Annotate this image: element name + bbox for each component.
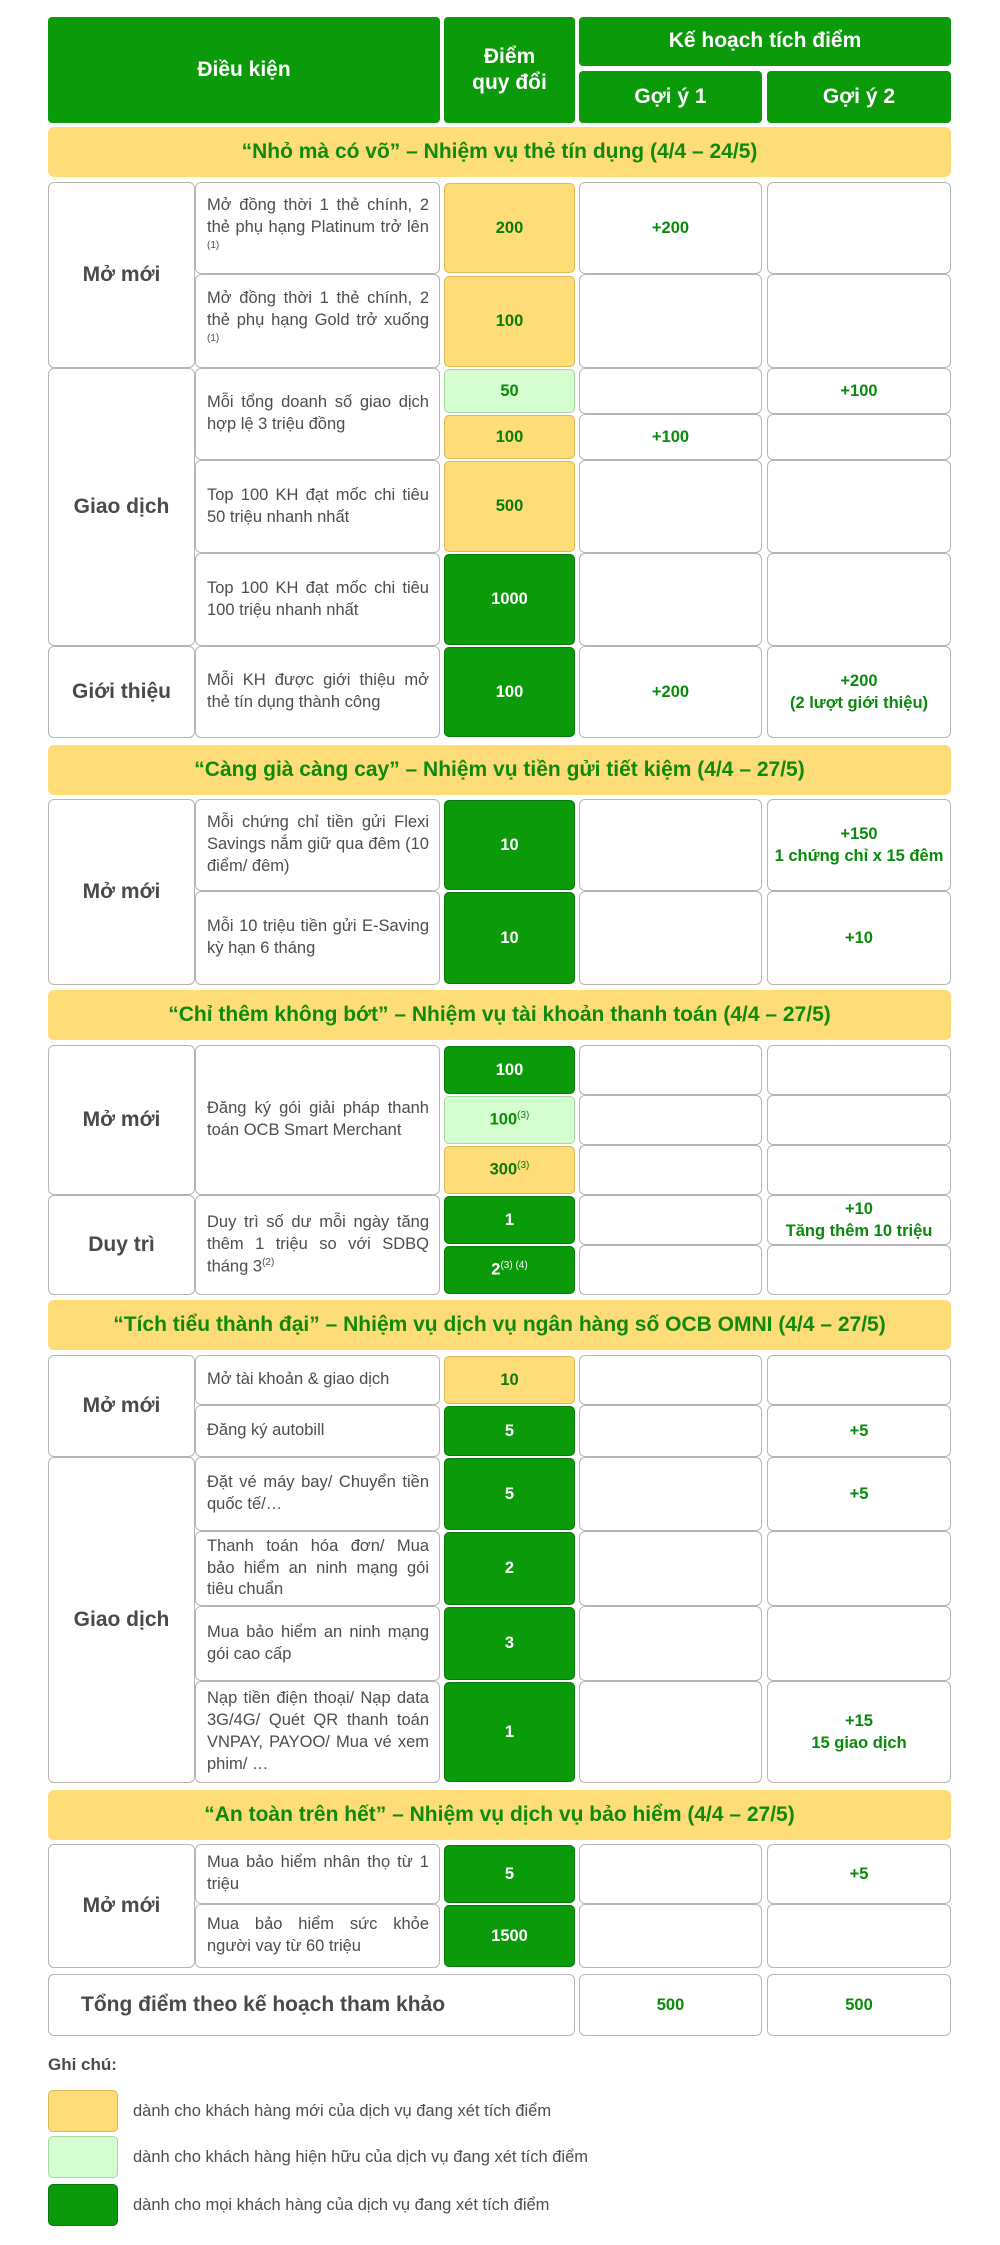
section-banner-payment-account: “Chỉ thêm không bớt” – Nhiệm vụ tài khoản thanh toán (4/4 – 27/5) (48, 990, 951, 1040)
suggestion-1-cell (579, 1606, 762, 1681)
condition-description: Thanh toán hóa đơn/ Mua bảo hiểm an ninh mạng gói tiêu chuẩn (195, 1531, 440, 1606)
footnote-ref: (1) (207, 239, 220, 251)
notes-title: Ghi chú: (48, 2055, 117, 2074)
points-cell: 1000 (444, 554, 575, 645)
group-label: Mở mới (48, 1844, 195, 1968)
suggestion-1-cell: +100 (579, 414, 762, 460)
suggestion-2-cell (767, 1095, 951, 1145)
condition-description: Top 100 KH đạt mốc chi tiêu 100 triệu nhanh nhất (195, 553, 440, 646)
suggestion-2-cell (767, 1355, 951, 1405)
condition-description: Nạp tiền điện thoại/ Nạp data 3G/4G/ Quét QR thanh toán VNPAY, PAYOO/ Mua vé xem phim/ … (195, 1681, 440, 1783)
suggestion-2-cell: +5 (767, 1844, 951, 1904)
legend-text: dành cho khách hàng hiện hữu của dịch vụ đang xét tích điểm (133, 2147, 589, 2166)
legend-swatch-new (48, 2090, 118, 2132)
group-label: Mở mới (48, 1045, 195, 1195)
points-cell: 500 (444, 461, 575, 552)
suggestion-2-cell: +200 (2 lượt giới thiệu) (767, 646, 951, 738)
group-label: Giao dịch (48, 1457, 195, 1783)
footnote-ref: (2) (262, 1256, 275, 1268)
suggestion-1-cell (579, 1457, 762, 1531)
suggestion-2-cell (767, 1904, 951, 1968)
points-cell: 100 (444, 1046, 575, 1094)
points-cell: 3 (444, 1607, 575, 1680)
suggestion-1-cell (579, 1531, 762, 1606)
suggestion-1-cell (579, 1245, 762, 1295)
condition-description: Mua bảo hiểm nhân thọ từ 1 triệu (195, 1844, 440, 1904)
suggestion-1-cell (579, 460, 762, 553)
total-label: Tổng điểm theo kế hoạch tham khảo (48, 1974, 575, 2036)
header-condition: Điều kiện (48, 17, 440, 123)
section-banner-credit-card: “Nhỏ mà có võ” – Nhiệm vụ thẻ tín dụng (4/4 – 24/5) (48, 127, 951, 177)
suggestion-1-cell (579, 1904, 762, 1968)
suggestion-1-cell (579, 368, 762, 414)
points-cell: 5 (444, 1458, 575, 1530)
condition-description: Duy trì số dư mỗi ngày tăng thêm 1 triệu so với SDBQ tháng 3$^{(2)}$ (195, 1195, 440, 1295)
suggestion-1-cell: +200 (579, 646, 762, 738)
points-cell: 100 (444, 415, 575, 459)
condition-description: Mua bảo hiểm an ninh mạng gói cao cấp (195, 1606, 440, 1681)
points-cell: 100 (444, 647, 575, 737)
suggestion-2-cell: +5 (767, 1405, 951, 1457)
condition-description: Mỗi 10 triệu tiền gửi E-Saving kỳ hạn 6 tháng (195, 891, 440, 985)
legend-swatch-all (48, 2184, 118, 2226)
header-points: Điểm quy đổi (444, 17, 575, 123)
points-cell: 200 (444, 183, 575, 273)
suggestion-2-cell (767, 414, 951, 460)
header-suggestion-1: Gợi ý 1 (579, 71, 762, 123)
header-plan: Kế hoạch tích điểm (579, 17, 951, 66)
condition-description: Mỗi KH được giới thiệu mở thẻ tín dụng thành công (195, 646, 440, 738)
suggestion-1-cell (579, 1095, 762, 1145)
points-cell: 2 (444, 1532, 575, 1605)
suggestion-2-cell (767, 1531, 951, 1606)
group-label: Mở mới (48, 1355, 195, 1457)
points-cell: 1 (444, 1196, 575, 1244)
points-cell: 300$^{(3)}$ (444, 1146, 575, 1194)
suggestion-1-cell (579, 1681, 762, 1783)
suggestion-1-cell: +200 (579, 182, 762, 274)
suggestion-1-cell (579, 1844, 762, 1904)
group-label: Giao dịch (48, 368, 195, 646)
condition-description: Mỗi chứng chỉ tiền gửi Flexi Savings nắm giữ qua đêm (10 điểm/ đêm) (195, 799, 440, 891)
group-label: Giới thiệu (48, 646, 195, 738)
suggestion-2-cell: +100 (767, 368, 951, 414)
suggestion-1-cell (579, 799, 762, 891)
group-label: Mở mới (48, 182, 195, 368)
points-cell: 10 (444, 1356, 575, 1404)
suggestion-2-cell: +15 15 giao dịch (767, 1681, 951, 1783)
section-banner-digital-banking: “Tích tiểu thành đại” – Nhiệm vụ dịch vụ ngân hàng số OCB OMNI (4/4 – 27/5) (48, 1300, 951, 1350)
suggestion-2-cell (767, 460, 951, 553)
total-suggestion-1: 500 (579, 1974, 762, 2036)
points-cell: $2^{(3) (4)}$ (444, 1246, 575, 1294)
condition-description: Mua bảo hiểm sức khỏe người vay từ 60 triệu (195, 1904, 440, 1968)
points-cell: 10 (444, 892, 575, 984)
suggestion-2-cell (767, 274, 951, 368)
group-label: Duy trì (48, 1195, 195, 1295)
suggestion-2-cell (767, 553, 951, 646)
legend-text: dành cho mọi khách hàng của dịch vụ đang xét tích điểm (133, 2195, 550, 2214)
suggestion-2-cell: +5 (767, 1457, 951, 1531)
condition-description: Top 100 KH đạt mốc chi tiêu 50 triệu nhanh nhất (195, 460, 440, 553)
total-suggestion-2: 500 (767, 1974, 951, 2036)
condition-description: Đăng ký autobill (195, 1405, 440, 1457)
suggestion-2-cell (767, 1245, 951, 1295)
section-banner-insurance: “An toàn trên hết” – Nhiệm vụ dịch vụ bảo hiểm (4/4 – 27/5) (48, 1790, 951, 1840)
condition-description: Mỗi tổng doanh số giao dịch hợp lệ 3 triệu đồng (195, 368, 440, 460)
points-cell: 10 (444, 800, 575, 890)
suggestion-2-cell (767, 1045, 951, 1095)
condition-description: Đăng ký gói giải pháp thanh toán OCB Smart Merchant (195, 1045, 440, 1195)
points-cell: 1500 (444, 1905, 575, 1967)
points-cell: 100 (444, 276, 575, 367)
points-cell: 5 (444, 1406, 575, 1456)
condition-description: Mở đồng thời 1 thẻ chính, 2 thẻ phụ hạng Platinum trở lên $^{(1)}$ (195, 182, 440, 274)
points-cell: 50 (444, 369, 575, 413)
header-suggestion-2: Gợi ý 2 (767, 71, 951, 123)
suggestion-1-cell (579, 1045, 762, 1095)
points-cell: 1 (444, 1682, 575, 1782)
footnote-ref: (1) (207, 332, 220, 344)
suggestion-2-cell (767, 1145, 951, 1195)
suggestion-2-cell (767, 1606, 951, 1681)
suggestion-2-cell (767, 182, 951, 274)
suggestion-1-cell (579, 1405, 762, 1457)
section-banner-savings: “Càng già càng cay” – Nhiệm vụ tiền gửi tiết kiệm (4/4 – 27/5) (48, 745, 951, 795)
suggestion-1-cell (579, 1355, 762, 1405)
group-label: Mở mới (48, 799, 195, 985)
suggestion-2-cell: +10 (767, 891, 951, 985)
legend-swatch-existing (48, 2136, 118, 2178)
suggestion-1-cell (579, 1195, 762, 1245)
suggestion-2-cell: +10 Tăng thêm 10 triệu (767, 1195, 951, 1245)
condition-description: Đặt vé máy bay/ Chuyển tiền quốc tế/… (195, 1457, 440, 1531)
suggestion-2-cell: +150 1 chứng chỉ x 15 đêm (767, 799, 951, 891)
suggestion-1-cell (579, 1145, 762, 1195)
suggestion-1-cell (579, 274, 762, 368)
condition-description: Mở tài khoản & giao dịch (195, 1355, 440, 1405)
legend-text: dành cho khách hàng mới của dịch vụ đang xét tích điểm (133, 2101, 552, 2120)
condition-description: Mở đồng thời 1 thẻ chính, 2 thẻ phụ hạng Gold trở xuống $^{(1)}$ (195, 274, 440, 368)
points-cell: 100$^{(3)}$ (444, 1096, 575, 1144)
suggestion-1-cell (579, 553, 762, 646)
points-cell: 5 (444, 1845, 575, 1903)
suggestion-1-cell (579, 891, 762, 985)
